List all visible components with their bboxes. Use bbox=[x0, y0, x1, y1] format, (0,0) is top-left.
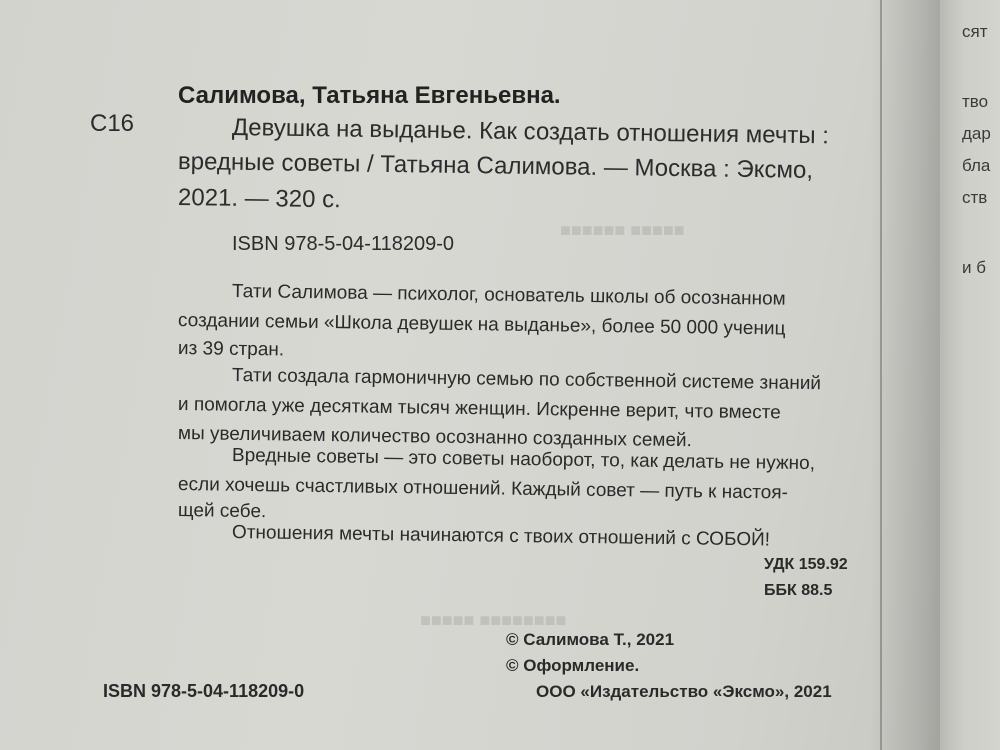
annotation-line: создании семьи «Школа девушек на выданье», более 50 000 учениц bbox=[177, 310, 786, 340]
bleed-through-text: ■■■■■■■■ ■■■■■ bbox=[420, 610, 567, 630]
annotation-line: Тати создала гармоничную семью по собственной системе знаний bbox=[231, 365, 822, 395]
author-heading: Салимова, Татьяна Евгеньевна. bbox=[178, 82, 561, 109]
facing-page bbox=[940, 0, 1000, 750]
biblio-line-2: вредные советы / Татьяна Салимова. — Москва : Эксмо, bbox=[177, 148, 814, 184]
facing-page-fragment: тво bbox=[962, 92, 989, 111]
biblio-line-1: Девушка на выданье. Как создать отношения мечты : bbox=[231, 114, 830, 150]
facing-page-fragment: бла bbox=[962, 156, 991, 175]
isbn-top: ISBN 978-5-04-118209-0 bbox=[232, 233, 454, 255]
bbk-code: ББК 88.5 bbox=[764, 582, 833, 599]
udk-code: УДК 159.92 bbox=[764, 556, 848, 573]
page-gutter-shadow bbox=[870, 0, 950, 750]
annotation-line: Отношения мечты начинаются с твоих отношений с СОБОЙ! bbox=[231, 522, 771, 551]
page-edge bbox=[880, 0, 882, 750]
annotation-line: и помогла уже десяткам тысяч женщин. Искренне верит, что вместе bbox=[177, 394, 781, 424]
annotation-line: Тати Салимова — психолог, основатель школы об осознанном bbox=[231, 281, 786, 310]
biblio-line-3: 2021. — 320 с. bbox=[177, 184, 341, 214]
copyright-publisher: ООО «Издательство «Эксмо», 2021 bbox=[536, 682, 832, 701]
copyright-design: © Оформление. bbox=[506, 656, 640, 675]
facing-page-fragment: сят bbox=[962, 22, 988, 41]
classification-code: С16 bbox=[90, 110, 135, 137]
bleed-through-text: ■■■■■ ■■■■■■ bbox=[560, 220, 685, 240]
isbn-bottom: ISBN 978-5-04-118209-0 bbox=[103, 681, 305, 701]
annotation-line: из 39 стран. bbox=[177, 338, 285, 361]
copyright-author: © Салимова Т., 2021 bbox=[506, 630, 675, 649]
annotation-line: мы увеличиваем количество осознанно созданных семей. bbox=[177, 423, 693, 452]
facing-page-fragment: дар bbox=[962, 124, 991, 143]
annotation-line: если хочешь счастливых отношений. Каждый совет — путь к настоя- bbox=[177, 474, 789, 504]
annotation-line: щей себе. bbox=[177, 500, 267, 523]
facing-page-fragment: и б bbox=[962, 258, 986, 277]
annotation-line: Вредные советы — это советы наоборот, то, как делать не нужно, bbox=[231, 445, 816, 475]
facing-page-fragment: ств bbox=[962, 188, 988, 207]
